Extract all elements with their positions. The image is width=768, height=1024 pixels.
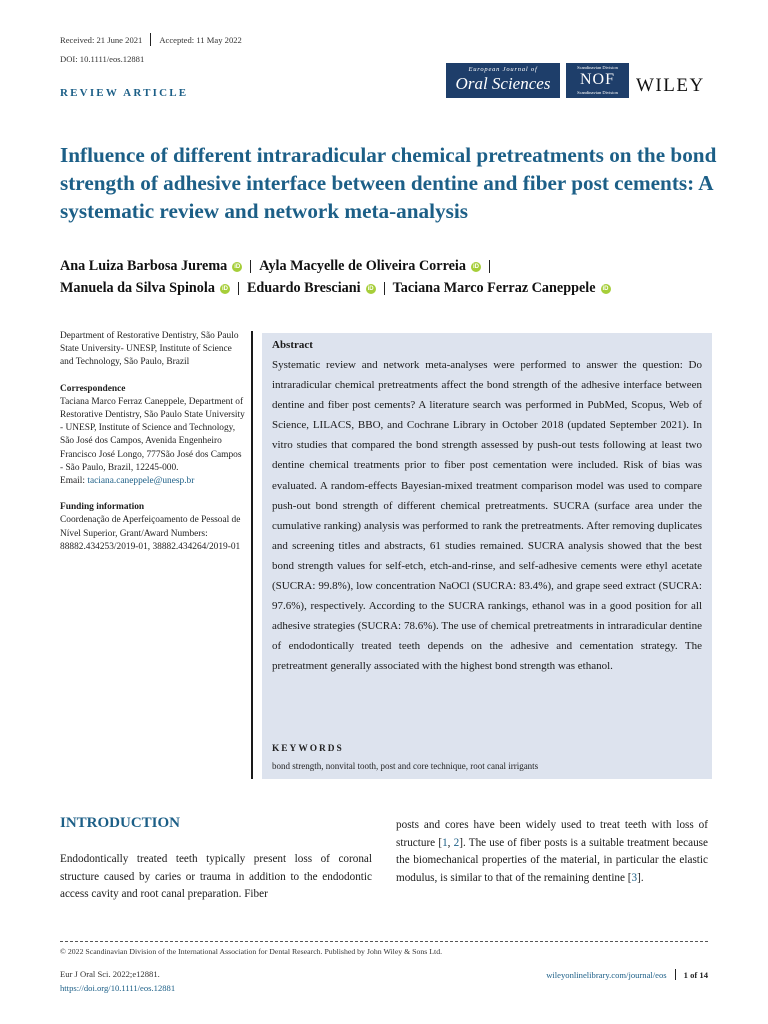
email-link[interactable]: taciana.caneppele@unesp.br (87, 476, 195, 487)
intro-text: ]. The use of fiber posts is a suitable treatment because the biomechanical properties of the material, in particular the elastic modulus, is similar to that of the remaining dentine [ (396, 836, 708, 884)
footer-divider (60, 941, 708, 942)
intro-text: ]. (637, 871, 644, 884)
abstract-text: Systematic review and network meta-analyses were performed to answer the question: Do intraradicular chemical pretreatments affect the bond strength of the adhesive interface between dentine and fiber post cements? A literature search was performed in PubMed, Scopus, Web of Science, LILACS, BBO, and Cochrane Library in October 2018 (updated September 2021). In vitro studies that compared the bond strength assessed by push-out tests following at least two dentine chemical treatments prior to fiber post cementation were included. Risk of bias was evaluated. A random-effects Bayesian-mixed treatment comparison model was used to compare push-out bond strength of different chemical pretreatments. SUCRA (surface area under the cumulative ranking) analysis was performed to rank the pretreatments. After removing duplicates and screening titles and abstracts, 61 studies remained. SUCRA analysis showed that the best bond strength values for self-etch, etch-and-rinse, and self-adhesive cements were ethyl acetate (SUCRA: 99.8%), low concentration NaOCl (SUCRA: 83.4%), and grape seed extract (SUCRA: 97.6%), respectively. According to the SUCRA rankings, ethanol was in a good position for all adhesive strategies (SUCRA: 78.6%). The use of chemical pretreatments in intraradicular dentine of endodontically treated teeth depends on the adhesive and cementation strategy. The pretreatment generally associated with the highest bond strength was ethanol. (272, 359, 702, 673)
nof-logo[interactable] (566, 63, 629, 98)
doi-link[interactable]: https://doi.org/10.1111/eos.12881 (60, 983, 176, 993)
orcid-icon[interactable]: iD (367, 285, 374, 292)
doi: DOI: 10.1111/eos.12881 (60, 54, 145, 64)
citation-link[interactable]: 3 (631, 871, 638, 884)
correspondence-heading: Correspondence (60, 383, 126, 394)
divider (150, 33, 151, 46)
received-date: Received: 21 June 2021 (60, 34, 143, 45)
divider (384, 282, 385, 295)
citation-link[interactable]: 2 (453, 836, 460, 849)
journal-logo-subtitle: European Journal of (468, 66, 538, 73)
citation-link[interactable]: 1 (442, 836, 448, 849)
orcid-icon[interactable]: iD (234, 263, 241, 270)
divider (250, 260, 251, 273)
article-title: Influence of different intraradicular chemical pretreatments on the bond strength of adhesive interface between dentine and fiber post cements: A systematic review and network meta-analysis (60, 143, 717, 223)
introduction-left-column: Endodontically treated teeth typically present loss of coronal structure caused by caries or trauma in addition to the endodontic access cavity and root canal preparation. Fiber (60, 853, 372, 900)
abstract-divider (251, 331, 253, 779)
introduction-heading: INTRODUCTION (60, 815, 181, 831)
article-dates (60, 33, 242, 46)
journal-logo-name: Oral Sciences (455, 74, 551, 93)
correspondence-text: Taciana Marco Ferraz Caneppele, Department of Restorative Dentistry, São Paulo State University - UNESP, Institute of Science and Technology, São José dos Campos, Avenida Engenheiro Francisco José Longo, 777São José dos Campos - São Paulo, Brazil, 12245-000. (60, 396, 245, 473)
authors-line (60, 258, 498, 275)
article-type: REVIEW ARTICLE (60, 87, 189, 99)
copyright-notice: © 2022 Scandinavian Division of the International Association for Dental Research. Published by John Wiley & Sons Ltd. (60, 947, 443, 956)
divider (489, 260, 490, 273)
intro-text: posts and cores have been widely used to treat teeth with loss of structure [ (396, 819, 708, 849)
wiley-logo[interactable]: WILEY (636, 75, 705, 96)
nof-logo-name: NOF (579, 71, 615, 88)
author-name[interactable]: Taciana Marco Ferraz Caneppele (392, 280, 596, 296)
funding-heading: Funding information (60, 502, 145, 513)
author-name[interactable]: Manuela da Silva Spinola (60, 280, 215, 296)
nof-logo-bottom: Scandinavian Division (577, 90, 618, 95)
author-name[interactable]: Ayla Macyelle de Oliveira Correia (259, 258, 466, 274)
footer-right (546, 969, 708, 980)
divider (238, 282, 239, 295)
journal-citation: Eur J Oral Sci. 2022;e12881. (60, 969, 160, 979)
orcid-icon[interactable]: iD (602, 285, 609, 292)
orcid-icon[interactable]: iD (472, 263, 479, 270)
affiliation: Department of Restorative Dentistry, São Paulo State University- UNESP, Institute of Science and Technology, São Paulo, Brazil (60, 331, 239, 368)
journal-url-link[interactable]: wileyonlinelibrary.com/journal/eos (546, 969, 667, 980)
journal-logo[interactable] (446, 63, 560, 98)
author-info-column (60, 330, 245, 554)
abstract-heading: Abstract (272, 339, 313, 351)
authors-line (60, 280, 611, 297)
keywords-text: bond strength, nonvital tooth, post and core technique, root canal irrigants (272, 761, 539, 771)
author-name[interactable]: Eduardo Bresciani (246, 280, 361, 296)
accepted-date: Accepted: 11 May 2022 (159, 34, 242, 45)
author-name[interactable]: Ana Luiza Barbosa Jurema (60, 258, 228, 274)
divider (675, 969, 676, 980)
keywords-heading: KEYWORDS (272, 744, 344, 754)
orcid-icon[interactable]: iD (221, 285, 228, 292)
intro-text: , (447, 836, 454, 849)
page-number: 1 of 14 (683, 969, 708, 980)
email-label: Email: (60, 476, 88, 487)
nof-logo-top: Scandinavian Division (577, 65, 618, 70)
email-line (60, 475, 245, 488)
funding-text: Coordenação de Aperfeiçoamento de Pessoal de Nível Superior, Grant/Award Numbers: 88882.434253/2019-01, 38882.434264/2019-01 (60, 515, 241, 552)
introduction-right-column (396, 817, 708, 887)
